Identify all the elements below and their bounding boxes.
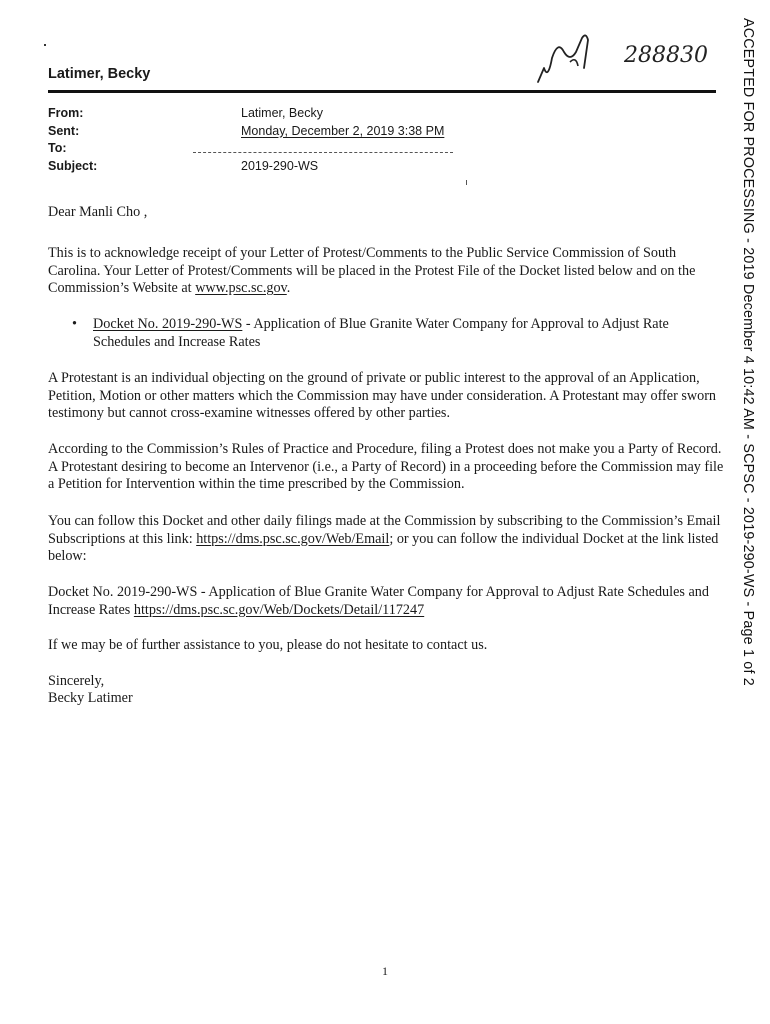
- scan-speck: [44, 44, 46, 46]
- handwritten-number: 288830: [624, 43, 708, 68]
- page-number: 1: [382, 964, 388, 978]
- commission-website-link[interactable]: www.psc.sc.gov: [195, 280, 287, 296]
- to-label: To:: [48, 141, 67, 155]
- signature-name: Becky Latimer: [48, 690, 133, 706]
- sent-label: Sent:: [48, 123, 80, 138]
- email-subscription-link[interactable]: https://dms.psc.sc.gov/Web/Email: [196, 530, 390, 547]
- subject-value: 2019-290-WS: [241, 158, 319, 173]
- sender-name-header: Latimer, Becky: [48, 66, 151, 82]
- from-value: Latimer, Becky: [241, 106, 323, 120]
- docket-detail-link[interactable]: https://dms.psc.sc.gov/Web/Dockets/Detail/117247: [133, 601, 425, 618]
- salutation: Dear Manli Cho ,: [48, 204, 148, 220]
- paragraph-docket-link: Docket No. 2019-290-WS - Application of Blue Granite Water Company for Approval to Adjust Rate Schedules and Increase Rates https://dms.psc.sc.gov/Web/Dockets/Detail/117247: [48, 584, 709, 618]
- subject-label: Subject:: [48, 158, 98, 173]
- sent-value: Monday, December 2, 2019 3:38 PM: [241, 123, 445, 138]
- handwritten-annotation: [530, 28, 730, 88]
- header-divider: [48, 90, 716, 93]
- paragraph-acknowledgement: This is to acknowledge receipt of your Letter of Protest/Comments to the Public Service Commission of South Carolina. Your Letter of Protest/Comments will be placed in the Protest File of the Docket listed below and on the Commission’s Website at www.psc.sc.gov.: [48, 245, 696, 296]
- paragraph-assistance: If we may be of further assistance to you, please do not hesitate to contact us.: [48, 637, 488, 653]
- scan-mark: [466, 180, 467, 185]
- from-label: From:: [48, 106, 84, 120]
- redacted-recipient-line: [193, 152, 453, 153]
- docket-number-link[interactable]: Docket No. 2019-290-WS: [93, 316, 243, 332]
- paragraph-protestant-definition: A Protestant is an individual objecting on the ground of private or public interest to the approval of an Application, Petition, Motion or other matters which the Commission may have under consideration. A Protestant may offer sworn testimony but cannot cross-examine witnesses offered by other parties.: [48, 370, 717, 421]
- bullet-icon: •: [72, 316, 77, 332]
- acceptance-stamp: ACCEPTED FOR PROCESSING - 2019 December 4 10:42 AM - SCPSC - 2019-290-WS - Page 1 of 2: [740, 18, 756, 686]
- paragraph-rules: According to the Commission’s Rules of Practice and Procedure, filing a Protest does not make you a Party of Record. A Protestant desiring to become an Intervenor (i.e., a Party of Record) in a proceeding before the Commission may file a Petition for Intervention within the time prescribed by the Commission.: [48, 441, 724, 492]
- closing: Sincerely,: [48, 673, 105, 689]
- paragraph-subscriptions: You can follow this Docket and other daily filings made at the Commission by subscribing to the Commission’s Email Subscriptions at this link: https://dms.psc.sc.gov/Web/Email; or you can follow the individual Docket at the link listed below:: [48, 513, 721, 564]
